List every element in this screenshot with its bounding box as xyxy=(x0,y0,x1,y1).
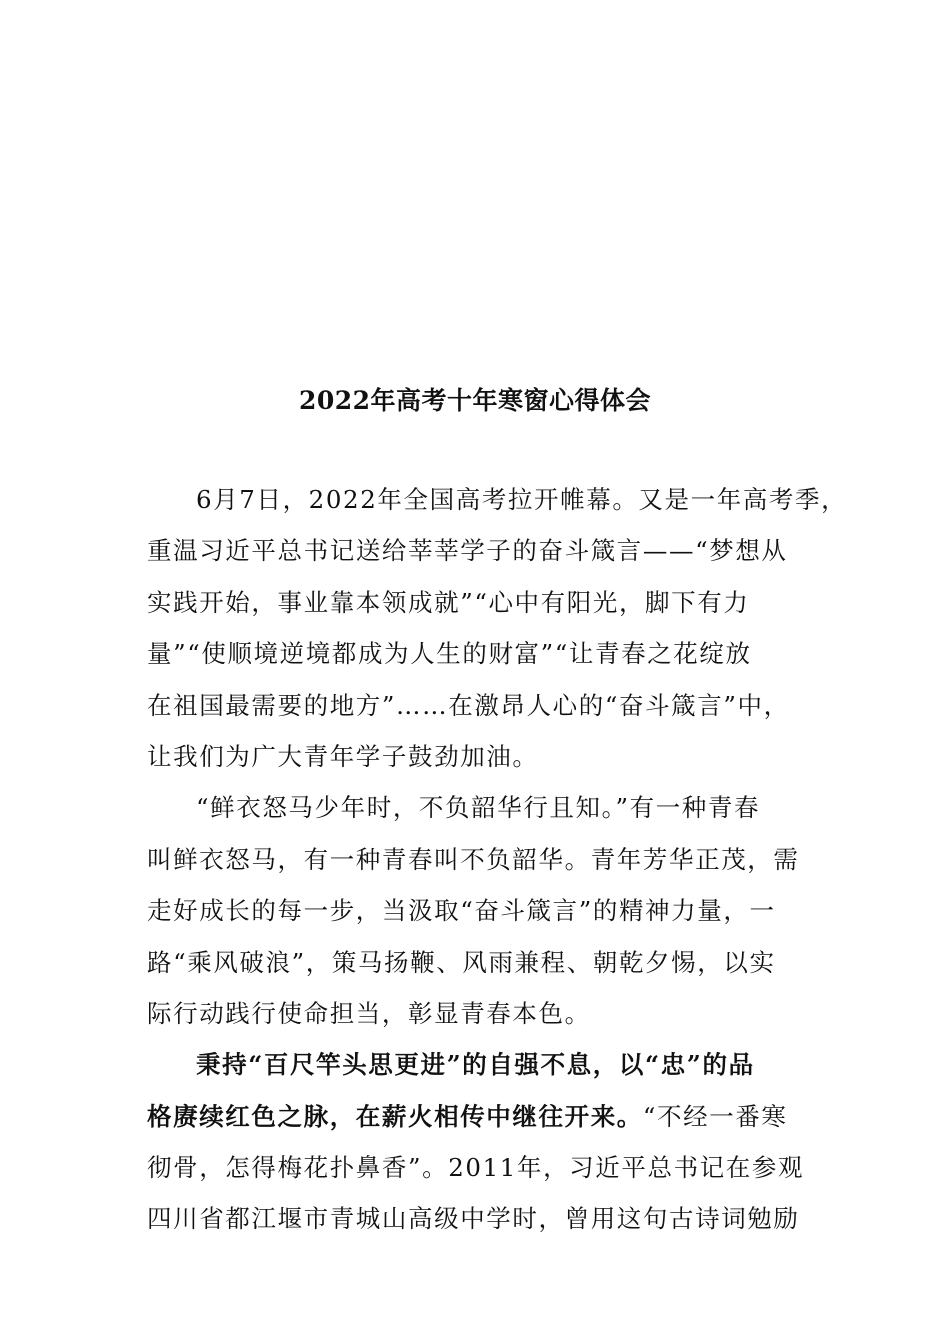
body-line: 让我们为广大青年学子鼓劲加油。 xyxy=(147,741,539,771)
body-line: 在祖国最需要的地方”……在激昂人心的“奋斗箴言”中， xyxy=(147,690,790,720)
body-line: 四川省都江堰市青城山高级中学时，曾用这句古诗词勉励 xyxy=(147,1204,800,1234)
body-line: 量”“使顺境逆境都成为人生的财富”“让青春之花绽放 xyxy=(147,639,752,669)
bold-heading-line: 秉持“百尺竿头思更进”的自强不息，以“忠”的品 xyxy=(196,1050,755,1080)
body-line: 路“乘风破浪”，策马扬鞭、风雨兼程、朝乾夕惕，以实 xyxy=(147,947,776,977)
document-body xyxy=(147,480,848,1251)
body-line: 际行动践行使命担当，彰显青春本色。 xyxy=(147,998,591,1028)
body-line: 走好成长的每一步，当汲取“奋斗箴言”的精神力量，一 xyxy=(147,896,776,926)
body-line: 叫鲜衣怒马，有一种青春叫不负韶华。青年芳华正茂，需 xyxy=(147,844,800,874)
body-line: 重温习近平总书记送给莘莘学子的奋斗箴言——“梦想从 xyxy=(147,536,788,566)
bold-heading-text: 格赓续红色之脉，在薪火相传中继往开来。 xyxy=(147,1101,643,1131)
body-line: 实践开始，事业靠本领成就”“心中有阳光，脚下有力 xyxy=(147,587,750,617)
body-line: 彻骨，怎得梅花扑鼻香”。2011年，习近平总书记在参观 xyxy=(147,1153,805,1183)
body-line: “鲜衣怒马少年时，不负韶华行且知。”有一种青春 xyxy=(196,793,761,823)
mixed-line xyxy=(147,1097,827,1148)
body-line: 6月7日，2022年全国高考拉开帷幕。又是一年高考季， xyxy=(196,485,848,514)
document-title: 2022年高考十年寒窗心得体会 xyxy=(298,386,652,415)
quote-text: “不经一番寒 xyxy=(642,1101,788,1131)
